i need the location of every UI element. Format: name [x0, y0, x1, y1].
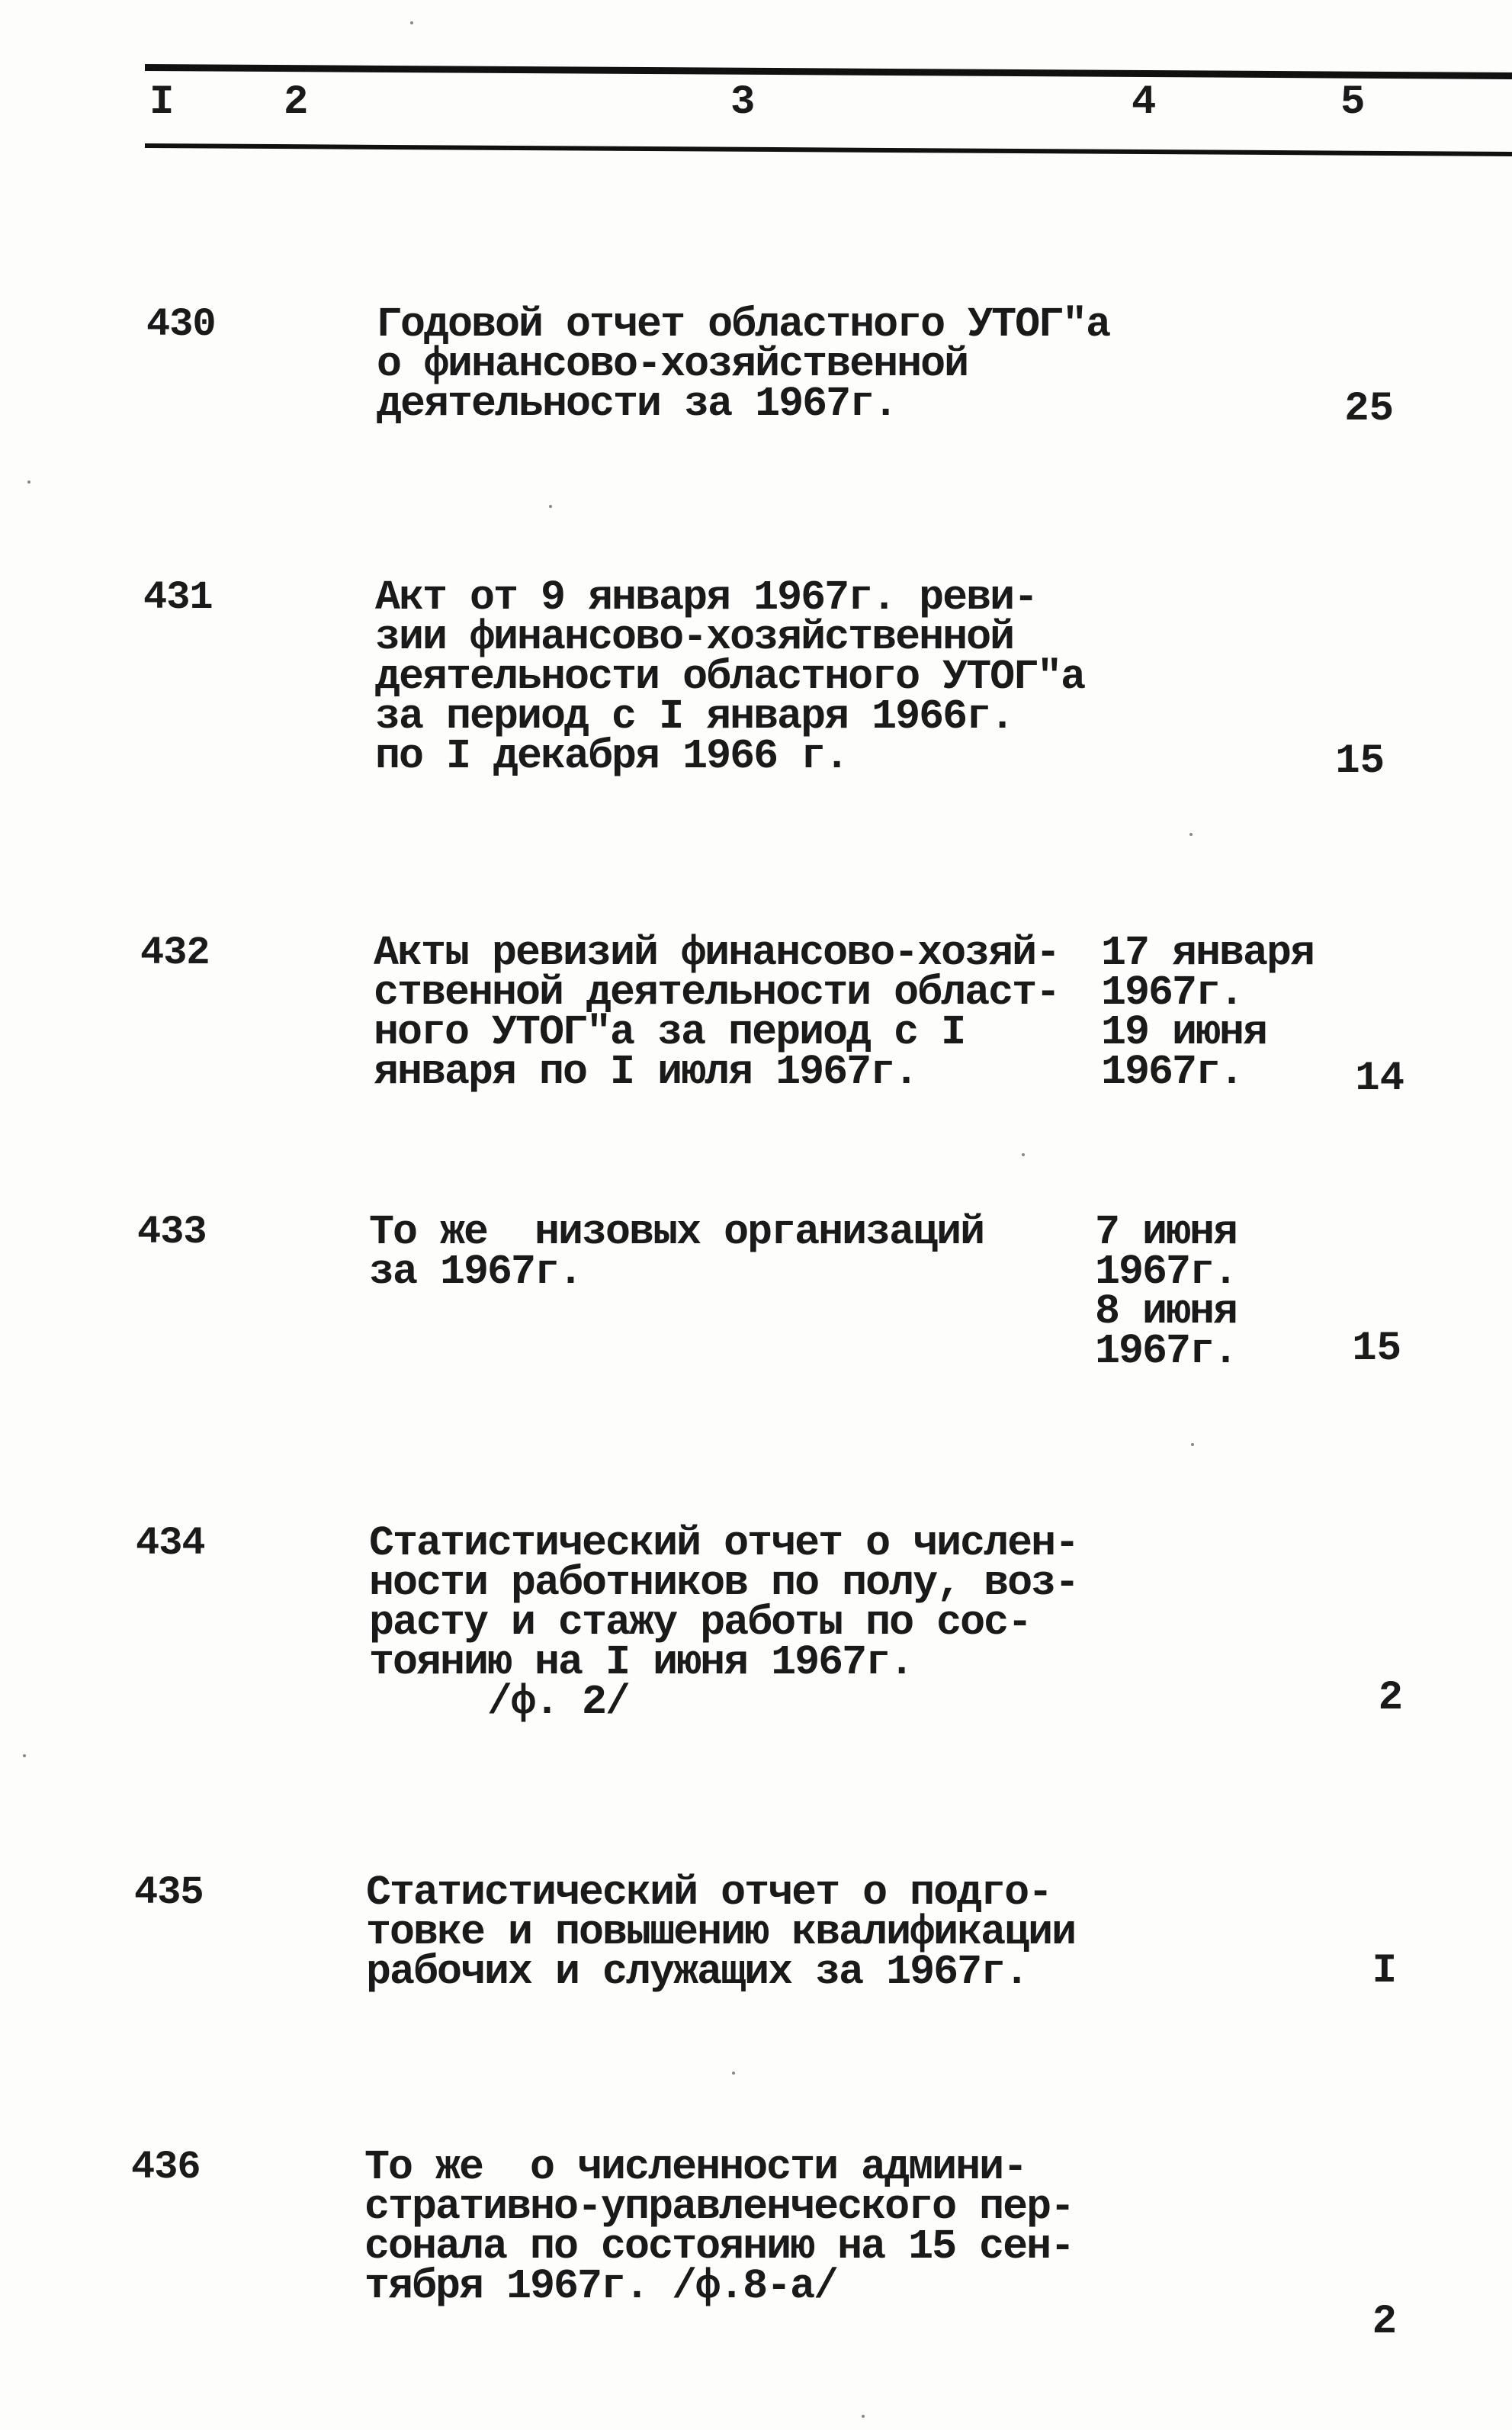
row-title: Статистический отчет о числен- ности работников по полу, воз- расту и стажу работы по сос- тоянию на I июня 1967г. /ф. 2/	[369, 1519, 1079, 1726]
row-number: 432	[140, 931, 210, 976]
scan-speck	[23, 1754, 26, 1757]
row-dates: 17 января 1967г. 19 июня 1967г.	[1101, 929, 1315, 1096]
row-sheets: 25	[1344, 386, 1394, 432]
column-number-3: 3	[730, 79, 756, 126]
row-sheets: 15	[1352, 1326, 1401, 1372]
row-sheets: 14	[1355, 1056, 1404, 1102]
row-sheets: 2	[1372, 2299, 1397, 2345]
row-title: То же низовых организаций за 1967г.	[369, 1208, 984, 1296]
row-title: То же о численности админи- стративно-управленческого пер- сонала по состоянию на 15 сен- тября 1967г. /ф.8-а/	[364, 2143, 1074, 2310]
row-number: 431	[143, 575, 213, 620]
row-sheets: I	[1372, 1948, 1397, 1994]
row-title: Акты ревизий финансово-хозяй- ственной деятельности област- ного УТОГ"а за период с I января по I июля 1967г.	[374, 929, 1060, 1096]
row-number: 435	[134, 1870, 204, 1915]
column-number-2: 2	[284, 79, 309, 126]
row-dates: 7 июня 1967г. 8 июня 1967г.	[1095, 1208, 1238, 1375]
scan-speck	[410, 21, 413, 24]
column-number-4: 4	[1132, 79, 1157, 126]
row-number: 430	[146, 302, 216, 347]
scan-speck	[549, 505, 552, 508]
scan-speck	[27, 481, 30, 484]
row-number: 436	[131, 2145, 201, 2190]
row-sheets: 2	[1378, 1675, 1403, 1721]
scan-speck	[862, 2415, 865, 2418]
scan-speck	[732, 2072, 735, 2075]
scan-speck	[1189, 833, 1193, 836]
row-number: 433	[137, 1210, 207, 1255]
row-sheets: 15	[1335, 738, 1385, 785]
scan-speck	[1191, 1443, 1194, 1446]
row-title: Акт от 9 января 1967г. реви- зии финансово-хозяйственной деятельности областного УТОГ"а за период с I января 1966г. по I декабря 1966 г.	[375, 574, 1085, 780]
row-number: 434	[136, 1521, 205, 1566]
row-title: Годовой отчет областного УТОГ"а о финансово-хозяйственной деятельности за 1967г.	[377, 301, 1110, 428]
column-number-1: I	[149, 79, 175, 126]
header-bottom-rule	[145, 143, 1512, 156]
header-top-rule	[145, 64, 1512, 79]
scan-speck	[1022, 1153, 1025, 1156]
column-number-5: 5	[1340, 79, 1366, 126]
row-title: Статистический отчет о подго- товке и повышению квалификации рабочих и служащих за 1967г.	[366, 1869, 1076, 1996]
